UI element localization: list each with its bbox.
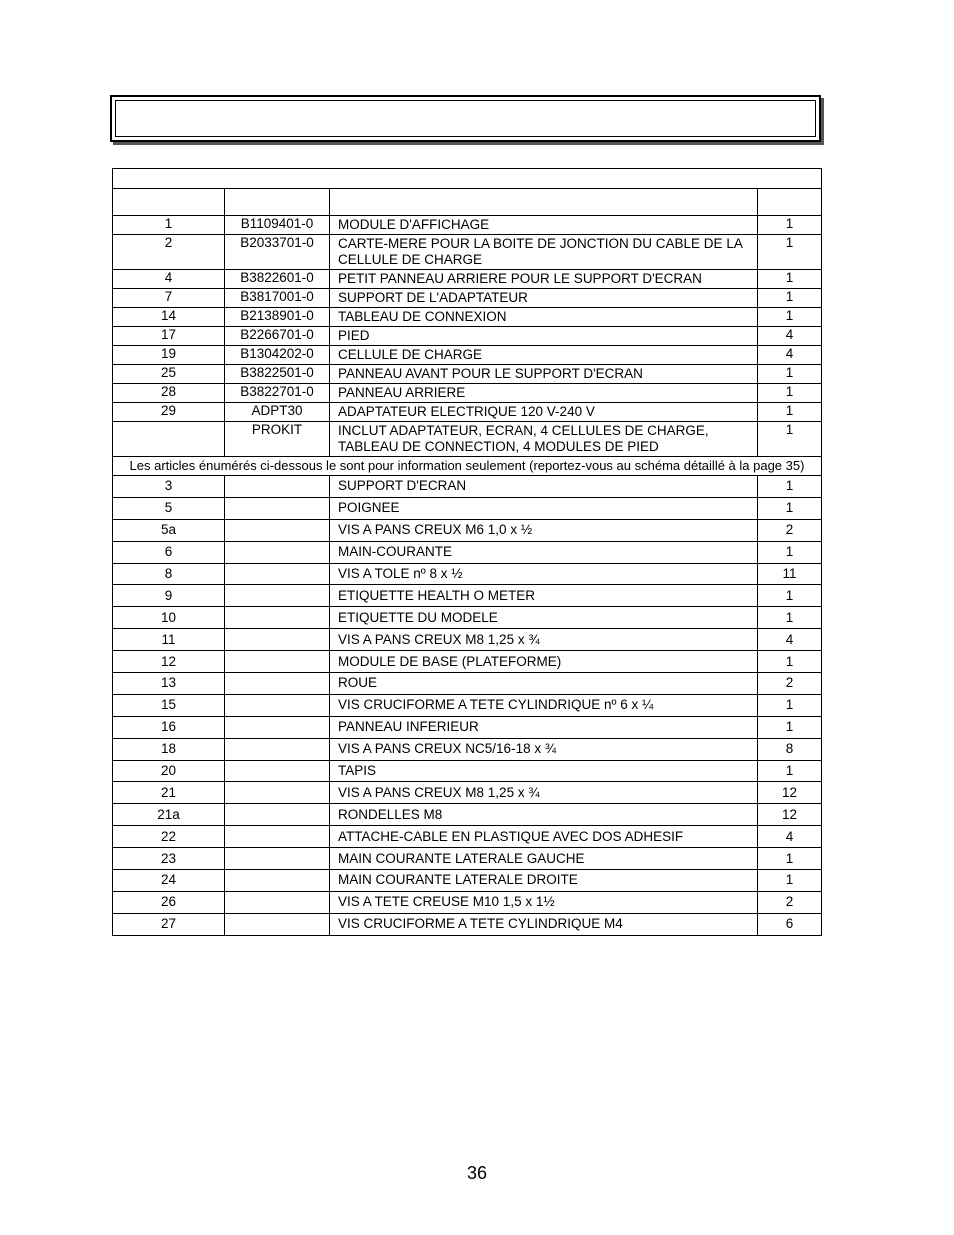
quantity-cell: 1	[758, 270, 822, 289]
item-number-cell: 1	[113, 216, 225, 235]
table-row	[113, 913, 822, 935]
description-cell: TAPIS	[330, 760, 758, 782]
description-cell: VIS A PANS CREUX M8 1,25 x ¾	[330, 629, 758, 651]
table-row	[113, 651, 822, 673]
description-cell: POIGNEE	[330, 497, 758, 519]
table-row	[113, 563, 822, 585]
part-number-cell	[225, 848, 330, 870]
item-number-cell: 4	[113, 270, 225, 289]
part-number-cell	[225, 913, 330, 935]
table-row	[113, 848, 822, 870]
item-number-cell: 8	[113, 563, 225, 585]
description-cell: MODULE DE BASE (PLATEFORME)	[330, 651, 758, 673]
description-cell: MAIN COURANTE LATERALE DROITE	[330, 870, 758, 892]
parts-table-body	[113, 169, 822, 936]
quantity-cell: 1	[758, 848, 822, 870]
quantity-cell: 12	[758, 804, 822, 826]
quantity-cell: 1	[758, 235, 822, 270]
table-row	[113, 346, 822, 365]
part-number-cell: B2138901-0	[225, 308, 330, 327]
description-cell: PIED	[330, 327, 758, 346]
description-cell: ADAPTATEUR ELECTRIQUE 120 V-240 V	[330, 403, 758, 422]
title-box-inner	[115, 100, 816, 137]
quantity-cell: 1	[758, 760, 822, 782]
item-number-cell: 17	[113, 327, 225, 346]
quantity-cell: 1	[758, 216, 822, 235]
item-number-cell: 5	[113, 497, 225, 519]
table-row	[113, 782, 822, 804]
table-row	[113, 607, 822, 629]
part-number-cell: B3822501-0	[225, 365, 330, 384]
table-row	[113, 365, 822, 384]
description-cell: SUPPORT D'ECRAN	[330, 476, 758, 498]
part-number-cell	[225, 694, 330, 716]
header-cell-num	[113, 189, 225, 216]
table-row	[113, 270, 822, 289]
quantity-cell: 1	[758, 422, 822, 457]
quantity-cell: 1	[758, 384, 822, 403]
part-number-cell	[225, 541, 330, 563]
quantity-cell: 1	[758, 651, 822, 673]
quantity-cell: 1	[758, 497, 822, 519]
description-cell: MAIN COURANTE LATERALE GAUCHE	[330, 848, 758, 870]
description-cell: VIS A TOLE nº 8 x ½	[330, 563, 758, 585]
quantity-cell: 8	[758, 738, 822, 760]
part-number-cell: B3822601-0	[225, 270, 330, 289]
item-number-cell: 14	[113, 308, 225, 327]
item-number-cell: 11	[113, 629, 225, 651]
description-cell: ROUE	[330, 673, 758, 695]
part-number-cell: B2033701-0	[225, 235, 330, 270]
table-row	[113, 541, 822, 563]
note-cell: Les articles énumérés ci-dessous le sont pour information seulement (reportez-vous au schéma détaillé à la page 35)	[113, 457, 822, 476]
table-row	[113, 497, 822, 519]
table-row	[113, 422, 822, 457]
item-number-cell: 2	[113, 235, 225, 270]
quantity-cell: 1	[758, 870, 822, 892]
description-cell: CARTE-MERE POUR LA BOITE DE JONCTION DU CABLE DE LA CELLULE DE CHARGE	[330, 235, 758, 270]
part-number-cell	[225, 673, 330, 695]
quantity-cell: 1	[758, 289, 822, 308]
description-cell: PANNEAU AVANT POUR LE SUPPORT D'ECRAN	[330, 365, 758, 384]
table-row	[113, 891, 822, 913]
quantity-cell: 1	[758, 403, 822, 422]
part-number-cell	[225, 497, 330, 519]
description-cell: TABLEAU DE CONNEXION	[330, 308, 758, 327]
item-number-cell: 18	[113, 738, 225, 760]
table-row	[113, 327, 822, 346]
parts-table	[112, 168, 822, 936]
item-number-cell: 16	[113, 716, 225, 738]
table-row	[113, 585, 822, 607]
description-cell: PETIT PANNEAU ARRIERE POUR LE SUPPORT D'ECRAN	[330, 270, 758, 289]
description-cell: VIS CRUCIFORME A TETE CYLINDRIQUE M4	[330, 913, 758, 935]
description-cell: MODULE D'AFFICHAGE	[330, 216, 758, 235]
part-number-cell: B1109401-0	[225, 216, 330, 235]
description-cell: ATTACHE-CABLE EN PLASTIQUE AVEC DOS ADHESIF	[330, 826, 758, 848]
quantity-cell: 1	[758, 365, 822, 384]
table-row	[113, 308, 822, 327]
item-number-cell: 5a	[113, 519, 225, 541]
description-cell: INCLUT ADAPTATEUR, ECRAN, 4 CELLULES DE CHARGE, TABLEAU DE CONNECTION, 4 MODULES DE PIED	[330, 422, 758, 457]
description-cell: MAIN-COURANTE	[330, 541, 758, 563]
part-number-cell: B1304202-0	[225, 346, 330, 365]
part-number-cell: B3822701-0	[225, 384, 330, 403]
quantity-cell: 12	[758, 782, 822, 804]
description-cell: SUPPORT DE L'ADAPTATEUR	[330, 289, 758, 308]
note-row	[113, 457, 822, 476]
part-number-cell: ADPT30	[225, 403, 330, 422]
description-cell: PANNEAU ARRIERE	[330, 384, 758, 403]
quantity-cell: 1	[758, 585, 822, 607]
table-row	[113, 289, 822, 308]
table-row	[113, 870, 822, 892]
table-row	[113, 629, 822, 651]
part-number-cell	[225, 782, 330, 804]
item-number-cell	[113, 422, 225, 457]
quantity-cell: 11	[758, 563, 822, 585]
part-number-cell	[225, 651, 330, 673]
quantity-cell: 2	[758, 519, 822, 541]
item-number-cell: 27	[113, 913, 225, 935]
table-row	[113, 760, 822, 782]
part-number-cell	[225, 826, 330, 848]
item-number-cell: 6	[113, 541, 225, 563]
item-number-cell: 15	[113, 694, 225, 716]
table-row	[113, 476, 822, 498]
table-row	[113, 384, 822, 403]
table-row	[113, 694, 822, 716]
table-header-row	[113, 189, 822, 216]
item-number-cell: 21a	[113, 804, 225, 826]
description-cell: VIS A TETE CREUSE M10 1,5 x 1½	[330, 891, 758, 913]
table-row	[113, 235, 822, 270]
quantity-cell: 4	[758, 346, 822, 365]
title-box	[110, 95, 821, 142]
table-row	[113, 738, 822, 760]
quantity-cell: 2	[758, 673, 822, 695]
quantity-cell: 4	[758, 826, 822, 848]
item-number-cell: 13	[113, 673, 225, 695]
table-row	[113, 673, 822, 695]
quantity-cell: 1	[758, 476, 822, 498]
description-cell: VIS A PANS CREUX M8 1,25 x ¾	[330, 782, 758, 804]
item-number-cell: 21	[113, 782, 225, 804]
part-number-cell	[225, 760, 330, 782]
description-cell: ETIQUETTE HEALTH O METER	[330, 585, 758, 607]
item-number-cell: 9	[113, 585, 225, 607]
item-number-cell: 22	[113, 826, 225, 848]
part-number-cell	[225, 804, 330, 826]
table-row	[113, 804, 822, 826]
quantity-cell: 4	[758, 629, 822, 651]
table-row	[113, 826, 822, 848]
part-number-cell	[225, 738, 330, 760]
header-cell-qty	[758, 189, 822, 216]
description-cell: RONDELLES M8	[330, 804, 758, 826]
part-number-cell	[225, 563, 330, 585]
part-number-cell	[225, 476, 330, 498]
quantity-cell: 1	[758, 308, 822, 327]
quantity-cell: 4	[758, 327, 822, 346]
item-number-cell: 28	[113, 384, 225, 403]
table-title-cell	[113, 169, 822, 189]
item-number-cell: 25	[113, 365, 225, 384]
part-number-cell	[225, 870, 330, 892]
description-cell: VIS CRUCIFORME A TETE CYLINDRIQUE nº 6 x ¼	[330, 694, 758, 716]
header-cell-desc	[330, 189, 758, 216]
part-number-cell: B2266701-0	[225, 327, 330, 346]
description-cell: VIS A PANS CREUX NC5/16-18 x ¾	[330, 738, 758, 760]
part-number-cell	[225, 519, 330, 541]
item-number-cell: 29	[113, 403, 225, 422]
item-number-cell: 24	[113, 870, 225, 892]
quantity-cell: 1	[758, 541, 822, 563]
item-number-cell: 10	[113, 607, 225, 629]
item-number-cell: 26	[113, 891, 225, 913]
part-number-cell	[225, 607, 330, 629]
description-cell: VIS A PANS CREUX M6 1,0 x ½	[330, 519, 758, 541]
quantity-cell: 2	[758, 891, 822, 913]
part-number-cell	[225, 629, 330, 651]
description-cell: PANNEAU INFERIEUR	[330, 716, 758, 738]
table-row	[113, 216, 822, 235]
description-cell: ETIQUETTE DU MODELE	[330, 607, 758, 629]
description-cell: CELLULE DE CHARGE	[330, 346, 758, 365]
table-row	[113, 403, 822, 422]
part-number-cell	[225, 891, 330, 913]
table-row	[113, 519, 822, 541]
quantity-cell: 1	[758, 716, 822, 738]
quantity-cell: 6	[758, 913, 822, 935]
part-number-cell	[225, 585, 330, 607]
table-row	[113, 716, 822, 738]
header-cell-part	[225, 189, 330, 216]
item-number-cell: 19	[113, 346, 225, 365]
part-number-cell	[225, 716, 330, 738]
quantity-cell: 1	[758, 694, 822, 716]
item-number-cell: 23	[113, 848, 225, 870]
item-number-cell: 20	[113, 760, 225, 782]
item-number-cell: 3	[113, 476, 225, 498]
page-number: 36	[466, 1163, 488, 1183]
part-number-cell: B3817001-0	[225, 289, 330, 308]
quantity-cell: 1	[758, 607, 822, 629]
part-number-cell: PROKIT	[225, 422, 330, 457]
item-number-cell: 12	[113, 651, 225, 673]
table-title-row	[113, 169, 822, 189]
item-number-cell: 7	[113, 289, 225, 308]
